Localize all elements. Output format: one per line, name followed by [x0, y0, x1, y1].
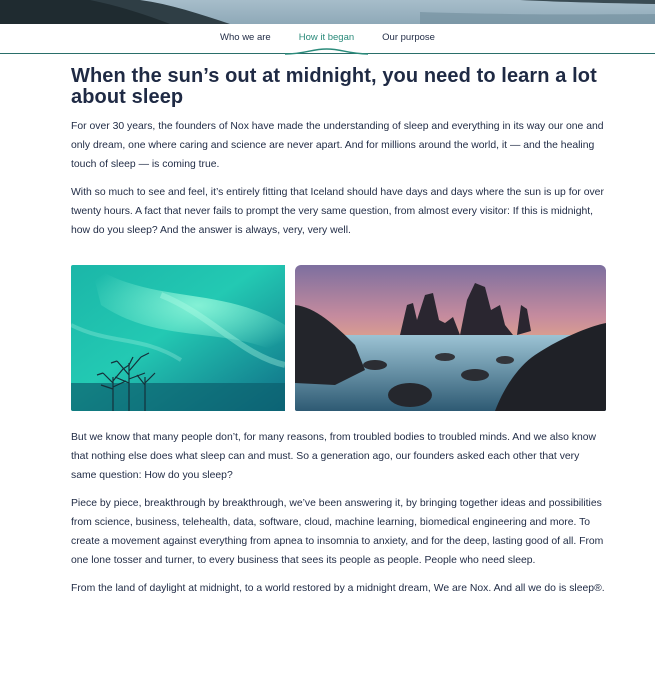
active-tab-indicator	[285, 47, 368, 55]
aurora-photo	[71, 265, 285, 411]
article-paragraph: With so much to see and feel, it’s entirely fitting that Iceland should have days and days where the sun is up for over twenty hours. A fact that never fails to prompt the very same question, from almost every visitor: If this is midnight, how do you sleep? And the answer is always, very, very well.	[71, 187, 604, 236]
tab-who-we-are[interactable]	[206, 24, 285, 54]
tab-how-it-began[interactable]	[285, 24, 368, 54]
tab-label: How it began	[298, 32, 355, 43]
tab-label: Who we are	[220, 32, 271, 43]
article	[71, 66, 607, 607]
photo-row	[71, 265, 607, 411]
article-paragraph: For over 30 years, the founders of Nox have made the understanding of sleep and everything in its way our one and only dream, one where caring and science are never apart. And for millions around the world, it — and the healing touch of sleep — is coming true.	[71, 121, 604, 170]
tab-label: Our purpose	[382, 32, 435, 43]
article-title: When the sun’s out at midnight, you need to learn a lot about sleep	[71, 65, 597, 108]
article-paragraph: But we know that many people don’t, for many reasons, from troubled bodies to troubled minds. And we also know that nothing else does what sleep can and must. So a generation ago, our founders asked each other that very same question: How do you sleep?	[71, 432, 597, 481]
tab-our-purpose[interactable]	[368, 24, 449, 54]
article-paragraph: Piece by piece, breakthrough by breakthrough, we’ve been answering it, by bringing together ideas and possibilities from science, business, telehealth, data, software, cloud, machine learning, biomedical engineering and more. To create a movement against everything from apnea to insomnia to anxiety, and for the deep, lasting good of all. From one lone tosser and turner, to every business that sees its people as people. People who need sleep.	[71, 498, 604, 566]
sea-stacks-photo	[295, 265, 606, 411]
hero-image-strip	[0, 0, 655, 24]
section-tabs	[0, 24, 655, 54]
article-paragraph: From the land of daylight at midnight, to a world restored by a midnight dream, We are Nox. And all we do is sleep®.	[71, 583, 605, 594]
